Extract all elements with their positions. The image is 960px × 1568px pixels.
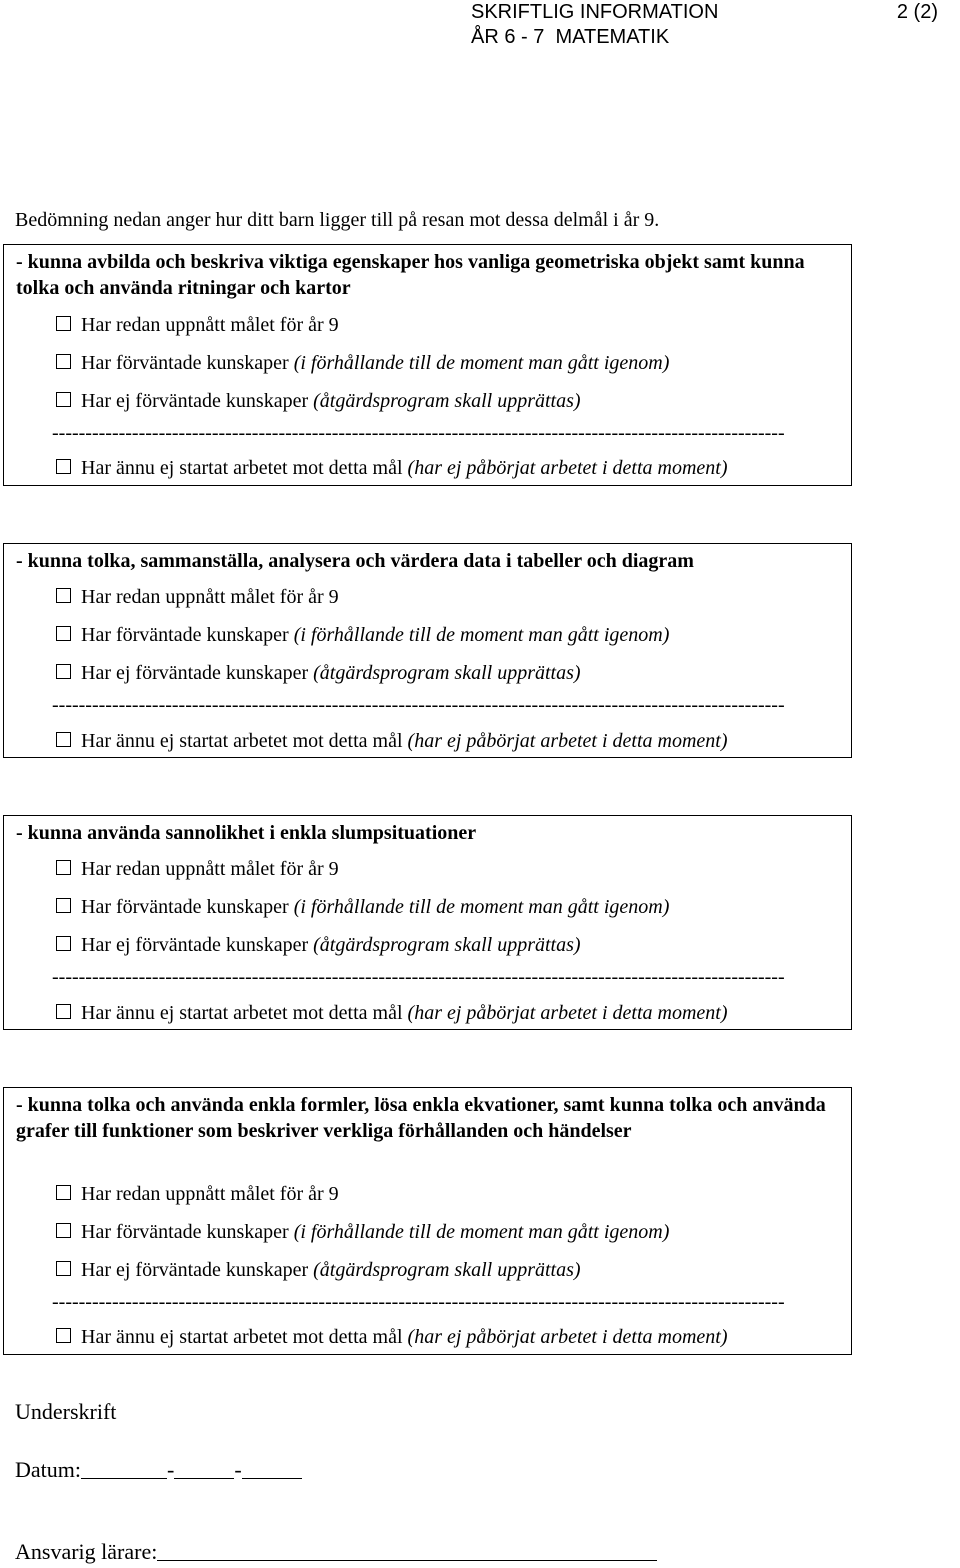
separator-line: -------------------------------------------------------------------------------------------------------------- bbox=[52, 422, 785, 444]
option-not-expected[interactable] bbox=[56, 932, 581, 958]
checkbox[interactable] bbox=[56, 1004, 71, 1019]
checkbox[interactable] bbox=[56, 626, 71, 641]
option-label: Har förväntade kunskaper bbox=[81, 1221, 294, 1243]
option-not-expected[interactable] bbox=[56, 1257, 581, 1283]
header-line-1: SKRIFTLIG INFORMATION bbox=[471, 1, 719, 23]
option-expected[interactable] bbox=[56, 622, 669, 648]
goal-box-4 bbox=[3, 1087, 852, 1355]
checkbox[interactable] bbox=[56, 1261, 71, 1276]
option-achieved[interactable] bbox=[56, 312, 339, 338]
date-label: Datum: bbox=[15, 1457, 81, 1482]
date-separator: - bbox=[167, 1457, 175, 1482]
option-note: (åtgärdsprogram skall upprättas) bbox=[313, 390, 581, 412]
checkbox[interactable] bbox=[56, 860, 71, 875]
option-label: Har ännu ej startat arbetet mot detta mål bbox=[81, 1002, 408, 1024]
date-day-field[interactable] bbox=[242, 1456, 302, 1479]
option-label: Har ej förväntade kunskaper bbox=[81, 934, 314, 956]
signature-label: Underskrift bbox=[15, 1399, 117, 1424]
date-separator: - bbox=[234, 1457, 242, 1482]
goal-box-3 bbox=[3, 815, 852, 1030]
goal-title: - kunna tolka och använda enkla formler, lösa enkla ekvationer, samt kunna tolka och använda grafer till funktioner som beskriver verkliga förhållanden och händelser bbox=[16, 1094, 826, 1142]
option-label: Har ej förväntade kunskaper bbox=[81, 1259, 314, 1281]
option-expected[interactable] bbox=[56, 1219, 669, 1245]
checkbox[interactable] bbox=[56, 459, 71, 474]
goal-box-2 bbox=[3, 543, 852, 758]
option-note: (i förhållande till de moment man gått igenom) bbox=[293, 1221, 670, 1243]
teacher-label: Ansvarig lärare: bbox=[15, 1539, 158, 1564]
header-line-2: ÅR 6 - 7 MATEMATIK bbox=[471, 26, 670, 48]
option-achieved[interactable] bbox=[56, 584, 339, 610]
checkbox[interactable] bbox=[56, 1223, 71, 1238]
intro-text: Bedömning nedan anger hur ditt barn ligger till på resan mot dessa delmål i år 9. bbox=[15, 209, 660, 231]
checkbox[interactable] bbox=[56, 588, 71, 603]
checkbox[interactable] bbox=[56, 1185, 71, 1200]
option-note: (åtgärdsprogram skall upprättas) bbox=[313, 934, 581, 956]
option-label: Har förväntade kunskaper bbox=[81, 896, 294, 918]
option-note: (i förhållande till de moment man gått igenom) bbox=[293, 352, 670, 374]
option-not-expected[interactable] bbox=[56, 388, 581, 414]
separator-line: -------------------------------------------------------------------------------------------------------------- bbox=[52, 694, 785, 716]
date-year-field[interactable] bbox=[81, 1456, 167, 1479]
option-expected[interactable] bbox=[56, 350, 669, 376]
date-month-field[interactable] bbox=[174, 1456, 234, 1479]
checkbox[interactable] bbox=[56, 664, 71, 679]
option-note: (har ej påbörjat arbetet i detta moment) bbox=[407, 1002, 728, 1024]
teacher-row bbox=[15, 1538, 657, 1566]
page-number: 2 (2) bbox=[896, 1, 938, 23]
option-note: (i förhållande till de moment man gått igenom) bbox=[293, 624, 670, 646]
separator-line: -------------------------------------------------------------------------------------------------------------- bbox=[52, 1291, 785, 1313]
option-label: Har ej förväntade kunskaper bbox=[81, 390, 314, 412]
option-expected[interactable] bbox=[56, 894, 669, 920]
option-label: Har ännu ej startat arbetet mot detta mål bbox=[81, 457, 408, 479]
checkbox[interactable] bbox=[56, 354, 71, 369]
option-note: (åtgärdsprogram skall upprättas) bbox=[313, 1259, 581, 1281]
option-label: Har ännu ej startat arbetet mot detta mål bbox=[81, 730, 408, 752]
option-label: Har förväntade kunskaper bbox=[81, 624, 294, 646]
option-achieved[interactable] bbox=[56, 1181, 339, 1207]
option-label: Har redan uppnått målet för år 9 bbox=[81, 314, 339, 336]
option-not-started[interactable] bbox=[56, 1324, 728, 1350]
checkbox[interactable] bbox=[56, 1328, 71, 1343]
goal-title: - kunna använda sannolikhet i enkla slumpsituationer bbox=[16, 822, 477, 844]
option-not-started[interactable] bbox=[56, 728, 728, 754]
header-title bbox=[471, 0, 718, 50]
goal-title: - kunna tolka, sammanställa, analysera och värdera data i tabeller och diagram bbox=[16, 550, 694, 572]
checkbox[interactable] bbox=[56, 936, 71, 951]
goal-box-1 bbox=[3, 244, 852, 486]
option-label: Har ännu ej startat arbetet mot detta mål bbox=[81, 1326, 408, 1348]
checkbox[interactable] bbox=[56, 898, 71, 913]
checkbox[interactable] bbox=[56, 316, 71, 331]
teacher-signature-field[interactable] bbox=[157, 1538, 657, 1561]
option-achieved[interactable] bbox=[56, 856, 339, 882]
option-note: (i förhållande till de moment man gått igenom) bbox=[293, 896, 670, 918]
separator-line: -------------------------------------------------------------------------------------------------------------- bbox=[52, 966, 785, 988]
date-row bbox=[15, 1456, 302, 1484]
checkbox[interactable] bbox=[56, 392, 71, 407]
option-note: (har ej påbörjat arbetet i detta moment) bbox=[407, 457, 728, 479]
option-not-started[interactable] bbox=[56, 455, 728, 481]
option-not-started[interactable] bbox=[56, 1000, 728, 1026]
goal-title: - kunna avbilda och beskriva viktiga egenskaper hos vanliga geometriska objekt samt kunna tolka och använda ritningar och kartor bbox=[16, 251, 805, 299]
option-note: (har ej påbörjat arbetet i detta moment) bbox=[407, 730, 728, 752]
option-label: Har redan uppnått målet för år 9 bbox=[81, 586, 339, 608]
option-label: Har förväntade kunskaper bbox=[81, 352, 294, 374]
option-label: Har redan uppnått målet för år 9 bbox=[81, 858, 339, 880]
option-note: (åtgärdsprogram skall upprättas) bbox=[313, 662, 581, 684]
option-label: Har redan uppnått målet för år 9 bbox=[81, 1183, 339, 1205]
option-note: (har ej påbörjat arbetet i detta moment) bbox=[407, 1326, 728, 1348]
option-label: Har ej förväntade kunskaper bbox=[81, 662, 314, 684]
option-not-expected[interactable] bbox=[56, 660, 581, 686]
checkbox[interactable] bbox=[56, 732, 71, 747]
